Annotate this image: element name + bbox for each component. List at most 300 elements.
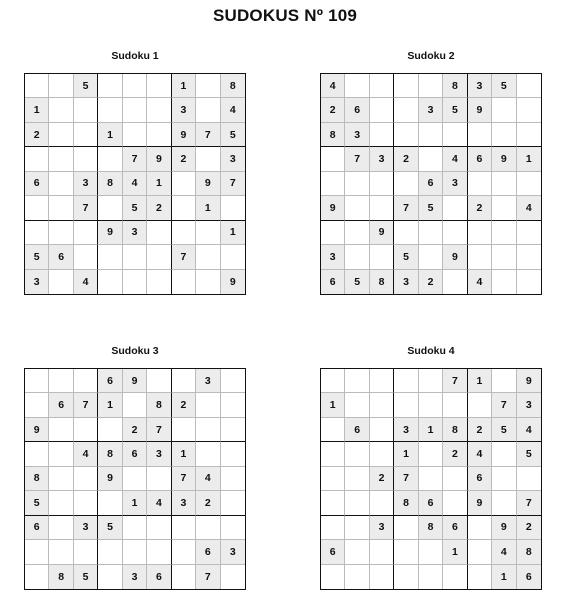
sudoku-cell: 9 <box>443 245 467 269</box>
sudoku-cell[interactable] <box>394 393 418 417</box>
sudoku-cell: 4 <box>321 74 345 98</box>
sudoku-cell[interactable] <box>74 147 98 171</box>
sudoku-cell[interactable] <box>321 147 345 171</box>
sudoku-cell[interactable] <box>98 74 122 98</box>
sudoku-cell[interactable] <box>345 196 369 220</box>
sudoku-cell: 8 <box>443 418 467 442</box>
sudoku-cell[interactable] <box>321 172 345 196</box>
sudoku-cell[interactable] <box>394 123 418 147</box>
sudoku-cell: 9 <box>123 369 147 393</box>
sudoku-cell[interactable] <box>49 369 73 393</box>
sudoku-cell[interactable] <box>196 147 220 171</box>
sudoku-cell: 2 <box>123 418 147 442</box>
sudoku-cell[interactable] <box>172 221 196 245</box>
sudoku-cell[interactable] <box>517 245 541 269</box>
sudoku-cell[interactable] <box>394 369 418 393</box>
sudoku-cell[interactable] <box>370 172 394 196</box>
sudoku-cell: 3 <box>419 98 443 122</box>
sudoku-cell[interactable] <box>221 418 245 442</box>
sudoku-cell[interactable] <box>98 540 122 564</box>
sudoku-cell[interactable] <box>370 491 394 515</box>
sudoku-cell: 4 <box>468 270 492 294</box>
sudoku-cell[interactable] <box>370 565 394 589</box>
sudoku-cell[interactable] <box>221 516 245 540</box>
sudoku-cell[interactable] <box>468 172 492 196</box>
sudoku-cell[interactable] <box>49 98 73 122</box>
sudoku-cell[interactable] <box>172 565 196 589</box>
sudoku-cell[interactable] <box>345 245 369 269</box>
sudoku-cell[interactable] <box>49 516 73 540</box>
sudoku-cell[interactable] <box>123 516 147 540</box>
sudoku-cell[interactable] <box>49 172 73 196</box>
sudoku-cell[interactable] <box>25 147 49 171</box>
sudoku-cell: 5 <box>517 442 541 466</box>
sudoku-cell: 6 <box>443 516 467 540</box>
sudoku-cell[interactable] <box>221 442 245 466</box>
sudoku-cell[interactable] <box>370 98 394 122</box>
sudoku-cell[interactable] <box>345 467 369 491</box>
sudoku-cell[interactable] <box>221 467 245 491</box>
sudoku-cell: 1 <box>98 393 122 417</box>
sudoku-cell[interactable] <box>147 221 171 245</box>
sudoku-cell[interactable] <box>25 393 49 417</box>
sudoku-cell[interactable] <box>492 491 516 515</box>
sudoku-cell: 9 <box>147 147 171 171</box>
sudoku-cell[interactable] <box>443 123 467 147</box>
sudoku-cell[interactable] <box>172 540 196 564</box>
sudoku-cell: 7 <box>221 172 245 196</box>
sudoku-cell: 8 <box>370 270 394 294</box>
sudoku-cell: 3 <box>370 516 394 540</box>
sudoku-cell[interactable] <box>492 123 516 147</box>
sudoku-cell[interactable] <box>172 369 196 393</box>
sudoku-cell: 8 <box>25 467 49 491</box>
sudoku-cell: 6 <box>49 393 73 417</box>
sudoku-cell[interactable] <box>147 74 171 98</box>
sudoku-cell: 2 <box>394 147 418 171</box>
sudoku-cell[interactable] <box>74 369 98 393</box>
sudoku-cell[interactable] <box>147 540 171 564</box>
sudoku-cell: 3 <box>147 442 171 466</box>
sudoku-cell[interactable] <box>443 467 467 491</box>
sudoku-cell: 5 <box>492 418 516 442</box>
sudoku-cell[interactable] <box>419 74 443 98</box>
sudoku-cell[interactable] <box>196 74 220 98</box>
sudoku-cell[interactable] <box>443 565 467 589</box>
sudoku-cell[interactable] <box>123 540 147 564</box>
puzzle-title: Sudoku 2 <box>407 50 455 62</box>
sudoku-cell[interactable] <box>394 516 418 540</box>
sudoku-cell: 3 <box>123 565 147 589</box>
sudoku-cell: 6 <box>25 172 49 196</box>
sudoku-cell[interactable] <box>49 147 73 171</box>
sudoku-cell: 6 <box>321 270 345 294</box>
sudoku-cell: 6 <box>468 147 492 171</box>
sudoku-cell[interactable] <box>221 393 245 417</box>
sudoku-cell[interactable] <box>419 393 443 417</box>
sudoku-cell[interactable] <box>443 270 467 294</box>
sudoku-4 <box>320 344 542 583</box>
sudoku-cell: 3 <box>468 74 492 98</box>
sudoku-cell[interactable] <box>98 565 122 589</box>
sudoku-cell: 7 <box>345 147 369 171</box>
sudoku-cell[interactable] <box>370 123 394 147</box>
sudoku-cell[interactable] <box>443 221 467 245</box>
sudoku-cell: 8 <box>147 393 171 417</box>
sudoku-cell[interactable] <box>49 442 73 466</box>
sudoku-cell[interactable] <box>147 123 171 147</box>
sudoku-cell: 8 <box>443 74 467 98</box>
sudoku-cell[interactable] <box>49 467 73 491</box>
sudoku-2 <box>320 49 542 288</box>
sudoku-cell[interactable] <box>394 172 418 196</box>
sudoku-cell[interactable] <box>196 393 220 417</box>
sudoku-cell[interactable] <box>196 221 220 245</box>
sudoku-cell[interactable] <box>172 172 196 196</box>
sudoku-cell: 3 <box>394 418 418 442</box>
sudoku-cell[interactable] <box>370 442 394 466</box>
sudoku-cell: 3 <box>74 516 98 540</box>
sudoku-cell[interactable] <box>517 74 541 98</box>
sudoku-cell[interactable] <box>345 393 369 417</box>
sudoku-cell: 3 <box>221 147 245 171</box>
sudoku-cell: 3 <box>172 98 196 122</box>
sudoku-cell: 1 <box>492 565 516 589</box>
sudoku-cell[interactable] <box>517 123 541 147</box>
sudoku-cell: 1 <box>394 442 418 466</box>
puzzle-title: Sudoku 3 <box>111 345 159 357</box>
sudoku-cell[interactable] <box>49 221 73 245</box>
sudoku-cell[interactable] <box>345 491 369 515</box>
sudoku-cell: 1 <box>172 442 196 466</box>
sudoku-cell: 7 <box>74 393 98 417</box>
sudoku-cell[interactable] <box>49 270 73 294</box>
sudoku-cell[interactable] <box>492 221 516 245</box>
sudoku-cell: 3 <box>74 172 98 196</box>
sudoku-cell[interactable] <box>370 418 394 442</box>
sudoku-cell[interactable] <box>98 418 122 442</box>
sudoku-cell[interactable] <box>172 516 196 540</box>
sudoku-cell[interactable] <box>345 172 369 196</box>
sudoku-cell: 9 <box>468 98 492 122</box>
sudoku-cell: 5 <box>419 196 443 220</box>
sudoku-cell: 8 <box>98 442 122 466</box>
sudoku-cell[interactable] <box>345 565 369 589</box>
sudoku-cell: 5 <box>123 196 147 220</box>
sudoku-cell[interactable] <box>321 491 345 515</box>
sudoku-cell: 2 <box>172 147 196 171</box>
sudoku-cell[interactable] <box>443 393 467 417</box>
sudoku-cell[interactable] <box>443 491 467 515</box>
sudoku-cell: 8 <box>98 172 122 196</box>
sudoku-cell: 5 <box>98 516 122 540</box>
sudoku-cell[interactable] <box>321 369 345 393</box>
sudoku-cell[interactable] <box>419 123 443 147</box>
sudoku-cell[interactable] <box>25 565 49 589</box>
sudoku-cell[interactable] <box>123 467 147 491</box>
sudoku-cell[interactable] <box>321 221 345 245</box>
sudoku-cell[interactable] <box>147 516 171 540</box>
sudoku-cell[interactable] <box>468 393 492 417</box>
sudoku-cell: 1 <box>517 147 541 171</box>
sudoku-cell: 7 <box>443 369 467 393</box>
sudoku-cell: 1 <box>196 196 220 220</box>
sudoku-cell: 9 <box>517 369 541 393</box>
sudoku-cell[interactable] <box>147 467 171 491</box>
sudoku-cell: 1 <box>221 221 245 245</box>
sudoku-cell[interactable] <box>25 442 49 466</box>
sudoku-cell[interactable] <box>370 540 394 564</box>
sudoku-cell[interactable] <box>419 245 443 269</box>
sudoku-cell[interactable] <box>492 196 516 220</box>
sudoku-cell[interactable] <box>172 418 196 442</box>
sudoku-cell[interactable] <box>419 565 443 589</box>
sudoku-cell[interactable] <box>345 540 369 564</box>
sudoku-cell[interactable] <box>98 245 122 269</box>
sudoku-cell[interactable] <box>49 123 73 147</box>
sudoku-cell[interactable] <box>394 98 418 122</box>
sudoku-cell: 3 <box>345 123 369 147</box>
sudoku-cell[interactable] <box>196 516 220 540</box>
sudoku-cell: 9 <box>221 270 245 294</box>
sudoku-cell[interactable] <box>74 123 98 147</box>
sudoku-cell[interactable] <box>419 467 443 491</box>
sudoku-cell: 9 <box>98 467 122 491</box>
sudoku-cell: 2 <box>196 491 220 515</box>
sudoku-cell[interactable] <box>517 221 541 245</box>
sudoku-cell[interactable] <box>394 221 418 245</box>
sudoku-cell[interactable] <box>196 442 220 466</box>
sudoku-cell[interactable] <box>419 147 443 171</box>
sudoku-cell[interactable] <box>419 369 443 393</box>
sudoku-cell[interactable] <box>221 245 245 269</box>
sudoku-cell: 1 <box>172 74 196 98</box>
sudoku-cell[interactable] <box>492 442 516 466</box>
sudoku-grid <box>24 73 246 295</box>
sudoku-cell[interactable] <box>98 491 122 515</box>
sudoku-cell: 2 <box>172 393 196 417</box>
sudoku-cell[interactable] <box>419 221 443 245</box>
sudoku-cell[interactable] <box>492 98 516 122</box>
sudoku-cell[interactable] <box>98 98 122 122</box>
sudoku-cell: 4 <box>74 270 98 294</box>
sudoku-cell[interactable] <box>345 221 369 245</box>
sudoku-cell[interactable] <box>49 196 73 220</box>
sudoku-cell: 9 <box>321 196 345 220</box>
sudoku-cell[interactable] <box>443 196 467 220</box>
sudoku-cell: 5 <box>221 123 245 147</box>
sudoku-cell[interactable] <box>517 172 541 196</box>
sudoku-cell: 5 <box>443 98 467 122</box>
sudoku-cell[interactable] <box>196 270 220 294</box>
sudoku-cell[interactable] <box>345 74 369 98</box>
sudoku-cell[interactable] <box>123 270 147 294</box>
sudoku-cell: 9 <box>370 221 394 245</box>
sudoku-cell[interactable] <box>419 442 443 466</box>
sudoku-grid <box>24 368 246 590</box>
sudoku-cell[interactable] <box>468 540 492 564</box>
sudoku-cell[interactable] <box>492 369 516 393</box>
sudoku-cell[interactable] <box>221 491 245 515</box>
sudoku-cell[interactable] <box>221 369 245 393</box>
sudoku-cell: 6 <box>419 172 443 196</box>
sudoku-cell: 6 <box>196 540 220 564</box>
sudoku-cell: 7 <box>492 393 516 417</box>
sudoku-cell[interactable] <box>49 418 73 442</box>
sudoku-cell: 7 <box>74 196 98 220</box>
sudoku-cell[interactable] <box>321 442 345 466</box>
sudoku-cell[interactable] <box>468 516 492 540</box>
sudoku-cell[interactable] <box>370 393 394 417</box>
sudoku-cell: 6 <box>419 491 443 515</box>
sudoku-cell: 8 <box>394 491 418 515</box>
sudoku-3 <box>24 344 246 583</box>
sudoku-cell: 7 <box>196 123 220 147</box>
sudoku-cell: 1 <box>123 491 147 515</box>
sudoku-cell[interactable] <box>468 245 492 269</box>
sudoku-cell[interactable] <box>25 221 49 245</box>
sudoku-cell[interactable] <box>147 98 171 122</box>
sudoku-cell: 7 <box>172 467 196 491</box>
sudoku-cell[interactable] <box>25 540 49 564</box>
sudoku-cell: 6 <box>123 442 147 466</box>
sudoku-cell: 8 <box>321 123 345 147</box>
sudoku-cell[interactable] <box>74 221 98 245</box>
sudoku-cell[interactable] <box>196 98 220 122</box>
sudoku-cell[interactable] <box>370 369 394 393</box>
sudoku-cell[interactable] <box>98 270 122 294</box>
sudoku-cell[interactable] <box>394 565 418 589</box>
sudoku-cell[interactable] <box>196 418 220 442</box>
sudoku-cell[interactable] <box>468 221 492 245</box>
sudoku-cell[interactable] <box>74 540 98 564</box>
sudoku-cell[interactable] <box>517 98 541 122</box>
sudoku-cell[interactable] <box>123 74 147 98</box>
sudoku-cell[interactable] <box>370 245 394 269</box>
sudoku-cell[interactable] <box>345 369 369 393</box>
sudoku-cell: 6 <box>468 467 492 491</box>
sudoku-cell: 9 <box>468 491 492 515</box>
sudoku-cell[interactable] <box>321 565 345 589</box>
sudoku-cell[interactable] <box>394 540 418 564</box>
sudoku-cell[interactable] <box>492 172 516 196</box>
sudoku-cell: 7 <box>172 245 196 269</box>
sudoku-cell[interactable] <box>492 467 516 491</box>
sudoku-cell[interactable] <box>172 270 196 294</box>
sudoku-cell[interactable] <box>468 565 492 589</box>
sudoku-cell: 9 <box>98 221 122 245</box>
sudoku-cell: 4 <box>468 442 492 466</box>
sudoku-cell[interactable] <box>492 270 516 294</box>
sudoku-cell[interactable] <box>468 123 492 147</box>
sudoku-cell[interactable] <box>123 245 147 269</box>
sudoku-cell[interactable] <box>123 123 147 147</box>
sudoku-cell: 2 <box>370 467 394 491</box>
sudoku-cell: 9 <box>492 516 516 540</box>
sudoku-cell: 6 <box>25 516 49 540</box>
sudoku-cell[interactable] <box>221 196 245 220</box>
sudoku-cell[interactable] <box>321 516 345 540</box>
sudoku-cell: 2 <box>443 442 467 466</box>
sudoku-cell[interactable] <box>492 245 516 269</box>
sudoku-cell[interactable] <box>74 245 98 269</box>
sudoku-cell[interactable] <box>221 565 245 589</box>
sudoku-cell: 8 <box>517 540 541 564</box>
sudoku-cell[interactable] <box>25 74 49 98</box>
sudoku-cell: 7 <box>123 147 147 171</box>
sudoku-cell: 2 <box>468 418 492 442</box>
sudoku-cell: 1 <box>147 172 171 196</box>
sudoku-cell: 4 <box>147 491 171 515</box>
sudoku-cell: 6 <box>345 418 369 442</box>
sudoku-cell: 9 <box>25 418 49 442</box>
sudoku-cell: 4 <box>74 442 98 466</box>
sudoku-cell[interactable] <box>49 540 73 564</box>
sudoku-cell: 6 <box>49 245 73 269</box>
sudoku-cell: 6 <box>321 540 345 564</box>
sudoku-cell[interactable] <box>196 245 220 269</box>
sudoku-cell: 4 <box>123 172 147 196</box>
sudoku-cell: 9 <box>172 123 196 147</box>
sudoku-cell[interactable] <box>370 196 394 220</box>
sudoku-cell: 4 <box>517 196 541 220</box>
sudoku-cell[interactable] <box>517 467 541 491</box>
sudoku-cell[interactable] <box>49 74 73 98</box>
sudoku-cell[interactable] <box>321 467 345 491</box>
sudoku-cell: 7 <box>517 491 541 515</box>
sudoku-cell: 3 <box>321 245 345 269</box>
sudoku-cell[interactable] <box>172 196 196 220</box>
sudoku-cell[interactable] <box>321 418 345 442</box>
sudoku-cell[interactable] <box>345 442 369 466</box>
sudoku-cell: 2 <box>321 98 345 122</box>
puzzle-title: Sudoku 1 <box>111 50 159 62</box>
sudoku-cell: 2 <box>25 123 49 147</box>
sudoku-cell[interactable] <box>98 147 122 171</box>
sudoku-grid <box>320 73 542 295</box>
sudoku-cell[interactable] <box>74 418 98 442</box>
sudoku-cell: 1 <box>321 393 345 417</box>
sudoku-cell[interactable] <box>98 196 122 220</box>
sudoku-cell[interactable] <box>394 74 418 98</box>
sudoku-cell[interactable] <box>74 467 98 491</box>
sudoku-cell[interactable] <box>419 540 443 564</box>
sudoku-cell: 7 <box>394 196 418 220</box>
sudoku-cell[interactable] <box>49 491 73 515</box>
sudoku-cell: 2 <box>468 196 492 220</box>
sudoku-cell[interactable] <box>370 74 394 98</box>
sudoku-cell: 3 <box>172 491 196 515</box>
sudoku-cell[interactable] <box>25 369 49 393</box>
sudoku-cell[interactable] <box>74 98 98 122</box>
sudoku-cell: 1 <box>98 123 122 147</box>
sudoku-1 <box>24 49 246 288</box>
sudoku-cell[interactable] <box>345 516 369 540</box>
sudoku-cell: 5 <box>74 565 98 589</box>
sudoku-grid <box>320 368 542 590</box>
sudoku-cell[interactable] <box>74 491 98 515</box>
sudoku-cell: 3 <box>394 270 418 294</box>
sudoku-cell[interactable] <box>147 270 171 294</box>
sudoku-cell[interactable] <box>517 270 541 294</box>
sudoku-cell[interactable] <box>25 196 49 220</box>
sudoku-cell: 5 <box>74 74 98 98</box>
sudoku-cell: 9 <box>492 147 516 171</box>
sudoku-cell[interactable] <box>147 369 171 393</box>
sudoku-cell[interactable] <box>123 98 147 122</box>
sudoku-cell[interactable] <box>147 245 171 269</box>
sudoku-cell[interactable] <box>123 393 147 417</box>
